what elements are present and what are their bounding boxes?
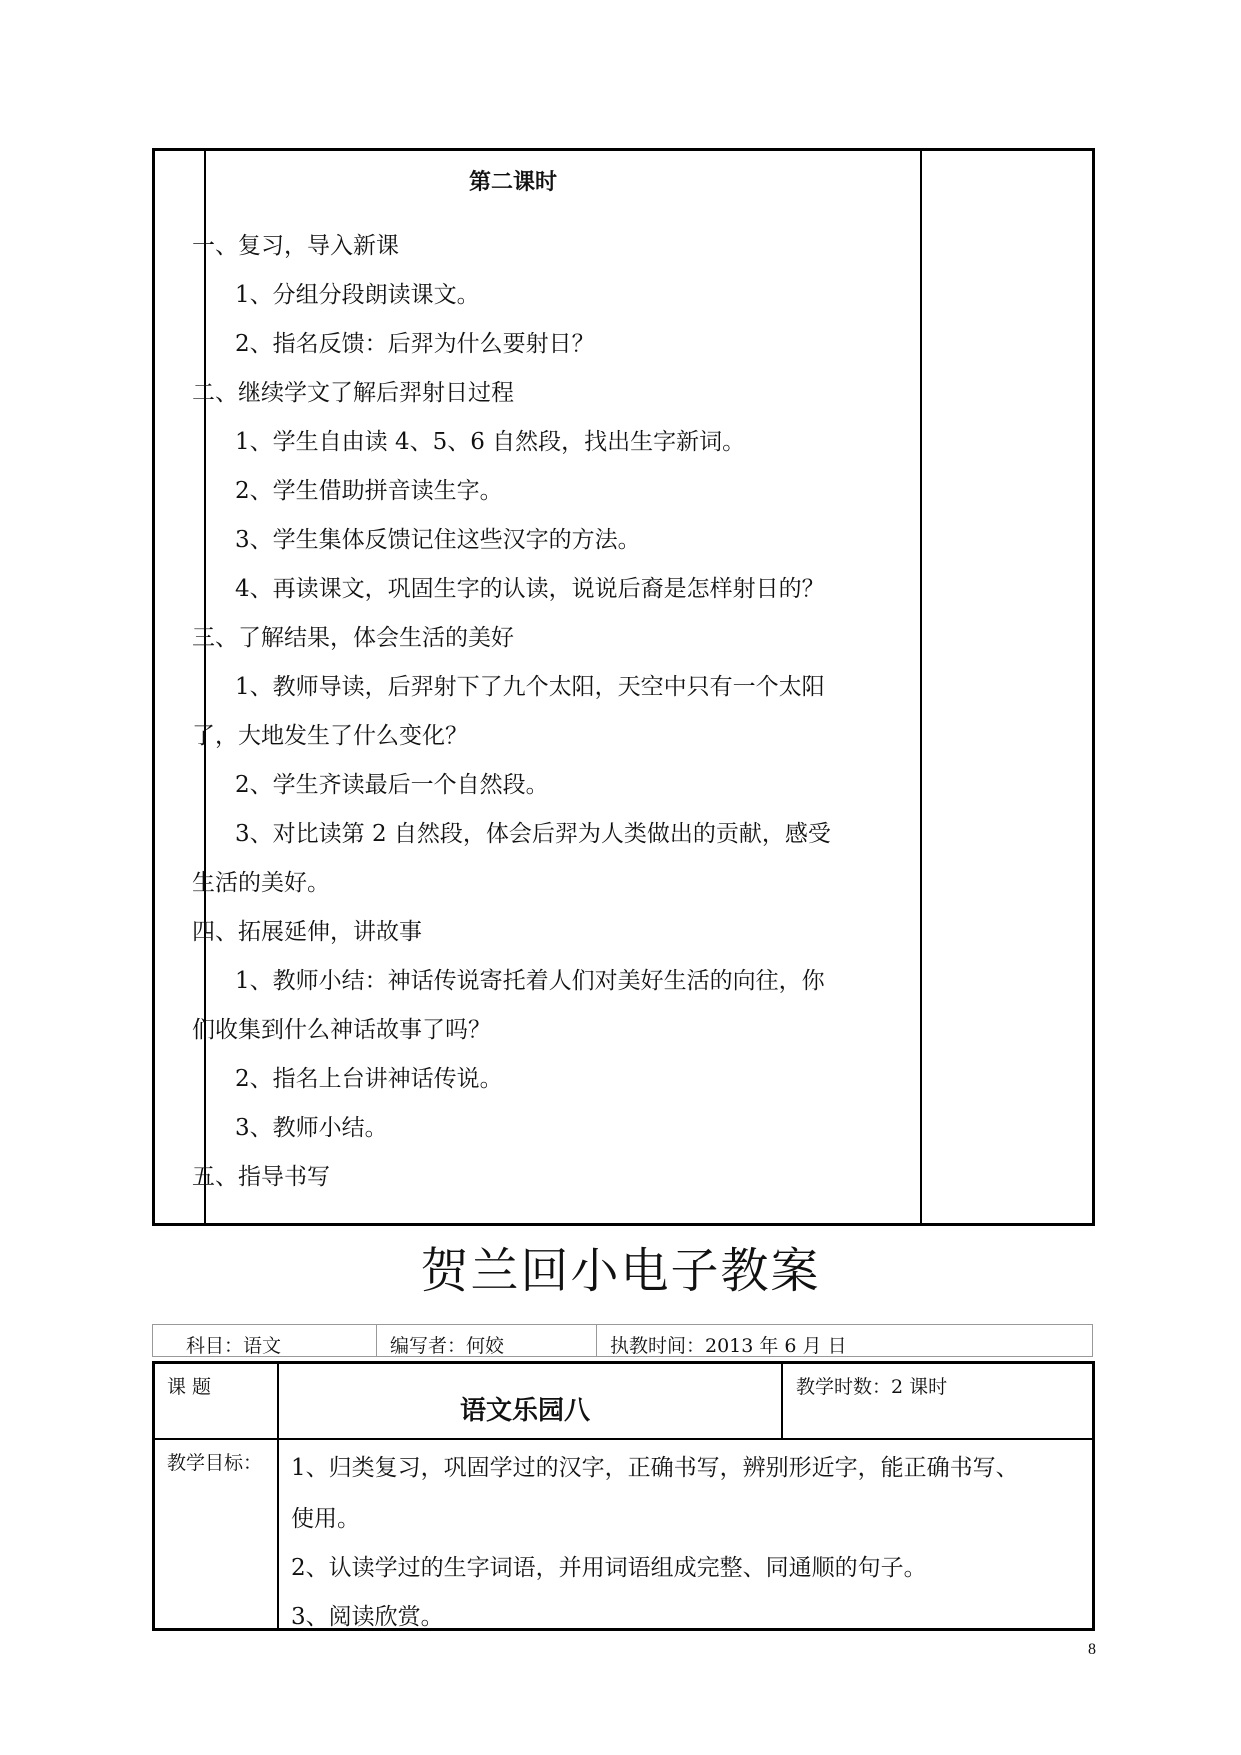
table-divider: [155, 1438, 1092, 1440]
goal-line: 使用。: [291, 1506, 360, 1532]
lesson-line: 1、分组分段朗读课文。: [235, 282, 480, 308]
document-title: 贺兰回小电子教案: [420, 1243, 821, 1299]
lesson-line: 2、学生借助拼音读生字。: [235, 478, 503, 504]
table-divider: [781, 1364, 783, 1438]
lesson-info-table: [152, 1361, 1095, 1631]
table-divider: [920, 151, 922, 1223]
lesson-line: 了，大地发生了什么变化？: [192, 723, 468, 749]
lesson-line: 1、学生自由读 4、5、6 自然段，找出生字新词。: [235, 429, 746, 455]
lesson-topic: 语文乐园八: [460, 1396, 591, 1426]
table-divider: [277, 1364, 279, 1628]
lesson-line: 2、学生齐读最后一个自然段。: [235, 772, 549, 798]
lesson-line: 三、了解结果，体会生活的美好: [192, 625, 514, 651]
lesson-line: 1、教师小结：神话传说寄托着人们对美好生活的向往，你: [235, 968, 825, 994]
lesson-heading: 第二课时: [469, 169, 558, 195]
lesson-line: 一、复习，导入新课: [192, 233, 399, 259]
lesson-line: 1、教师导读，后羿射下了九个太阳，天空中只有一个太阳: [235, 674, 825, 700]
meta-divider: [596, 1325, 597, 1356]
lesson-line: 四、拓展延伸，讲故事: [192, 919, 422, 945]
lesson-line: 3、教师小结。: [235, 1115, 388, 1141]
lesson-line: 五、指导书写: [192, 1164, 330, 1190]
lesson-line: 3、对比读第 2 自然段，体会后羿为人类做出的贡献，感受: [235, 821, 831, 847]
lesson-line: 二、继续学文了解后羿射日过程: [192, 380, 514, 406]
lesson-plan-table: [152, 148, 1095, 1226]
teaching-time-field: 执教时间：2013 年 6 月 日: [610, 1335, 847, 1357]
meta-row: [152, 1324, 1093, 1357]
author-field: 编写者：何姣: [390, 1335, 505, 1357]
lesson-line: 们收集到什么神话故事了吗？: [192, 1017, 491, 1043]
subject-field: 科目：语文: [186, 1335, 282, 1357]
lesson-line: 2、指名反馈：后羿为什么要射日？: [235, 331, 595, 357]
lesson-line: 3、学生集体反馈记住这些汉字的方法。: [235, 527, 641, 553]
lesson-line: 2、指名上台讲神话传说。: [235, 1066, 503, 1092]
table-divider: [204, 151, 206, 1223]
goal-line: 1、归类复习，巩固学过的汉字，正确书写，辨别形近字，能正确书写、: [291, 1455, 1019, 1481]
goal-line: 3、阅读欣赏。: [291, 1604, 444, 1630]
goals-label: 教学目标：: [167, 1452, 263, 1474]
teaching-hours: 教学时数：2 课时: [796, 1376, 948, 1398]
topic-label: 课 题: [167, 1376, 212, 1398]
page-number: 8: [1088, 1641, 1096, 1658]
goal-line: 2、认读学过的生字词语，并用词语组成完整、同通顺的句子。: [291, 1555, 927, 1581]
lesson-line: 生活的美好。: [192, 870, 330, 896]
meta-divider: [376, 1325, 377, 1356]
lesson-line: 4、再读课文，巩固生字的认读，说说后裔是怎样射日的？: [235, 576, 825, 602]
